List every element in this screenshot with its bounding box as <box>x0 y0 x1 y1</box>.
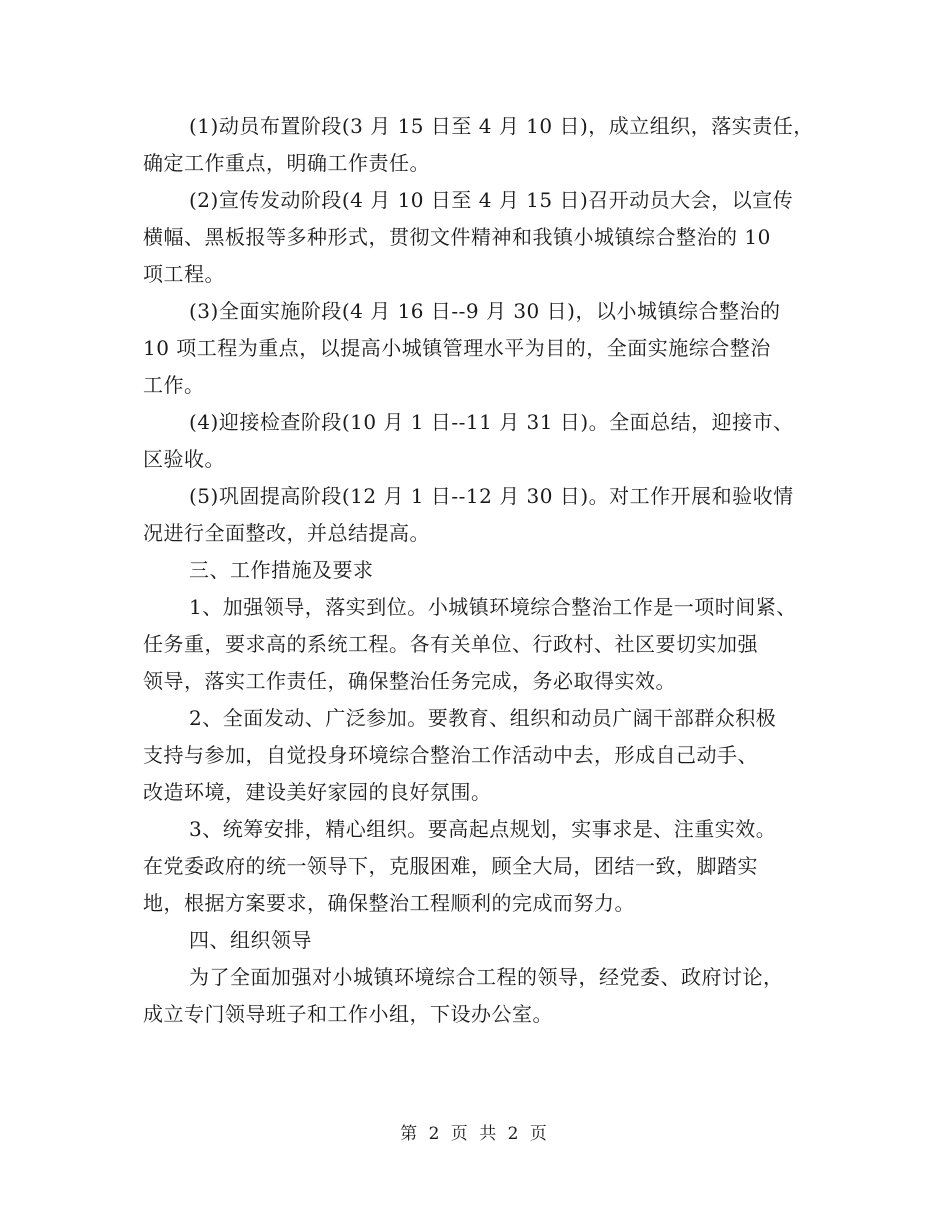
paragraph-leadership <box>143 959 813 1033</box>
text-line: (2)宣传发动阶段(4 月 10 日至 4 月 15 日)召开动员大会，以宣传 <box>189 188 794 212</box>
text-line: 项工程。 <box>143 262 225 286</box>
text-line: 支持与参加，自觉投身环境综合整治工作活动中去，形成自己动手、 <box>143 743 758 767</box>
text-line: 横幅、黑板报等多种形式，贯彻文件精神和我镇小城镇综合整治的 10 <box>143 225 771 249</box>
paragraph-stage-4 <box>143 404 813 478</box>
paragraph-measure-2 <box>143 700 813 811</box>
text-line: 2、全面发动、广泛参加。要教育、组织和动员广阔干部群众积极 <box>189 706 777 730</box>
paragraph-measure-1 <box>143 589 813 700</box>
text-line: 1、加强领导，落实到位。小城镇环境综合整治工作是一项时间紧、 <box>189 595 797 619</box>
text-line: 任务重，要求高的系统工程。各有关单位、行政村、社区要切实加强 <box>143 632 758 656</box>
text-line: (4)迎接检查阶段(10 月 1 日--11 月 31 日)。全面总结，迎接市、 <box>189 410 794 434</box>
paragraph-measure-3 <box>143 811 813 922</box>
document-body <box>143 108 813 1033</box>
text-line: 工作。 <box>143 373 205 397</box>
text-line: 成立专门领导班子和工作小组，下设办公室。 <box>143 1002 553 1026</box>
paragraph-stage-5 <box>143 478 813 552</box>
text-line: (5)巩固提高阶段(12 月 1 日--12 月 30 日)。对工作开展和验收情 <box>189 484 794 508</box>
text-line: (3)全面实施阶段(4 月 16 日--9 月 30 日)，以小城镇综合整治的 <box>189 299 781 323</box>
text-line: 改造环境，建设美好家园的良好氛围。 <box>143 780 492 804</box>
text-line: 况进行全面整改，并总结提高。 <box>143 521 430 545</box>
paragraph-stage-1 <box>143 108 813 182</box>
section-heading: 四、组织领导 <box>189 928 312 952</box>
section-heading: 三、工作措施及要求 <box>189 558 374 582</box>
paragraph-stage-3 <box>143 293 813 404</box>
text-line: 确定工作重点，明确工作责任。 <box>143 151 430 175</box>
section-heading-measures <box>143 552 813 589</box>
text-line: 在党委政府的统一领导下，克服困难，顾全大局，团结一致，脚踏实 <box>143 854 758 878</box>
text-line: 区验收。 <box>143 447 225 471</box>
text-line: 为了全面加强对小城镇环境综合工程的领导，经党委、政府讨论， <box>189 965 784 989</box>
page-footer: 第 2 页 共 2 页 <box>400 1124 550 1144</box>
text-line: 3、统筹安排，精心组织。要高起点规划，实事求是、注重实效。 <box>189 817 777 841</box>
text-line: (1)动员布置阶段(3 月 15 日至 4 月 10 日)，成立组织，落实责任， <box>189 114 814 138</box>
section-heading-leadership <box>143 922 813 959</box>
text-line: 10 项工程为重点，以提高小城镇管理水平为目的，全面实施综合整治 <box>143 336 771 360</box>
text-line: 地，根据方案要求，确保整治工程顺利的完成而努力。 <box>143 891 635 915</box>
paragraph-stage-2 <box>143 182 813 293</box>
text-line: 领导，落实工作责任，确保整治任务完成，务必取得实效。 <box>143 669 676 693</box>
